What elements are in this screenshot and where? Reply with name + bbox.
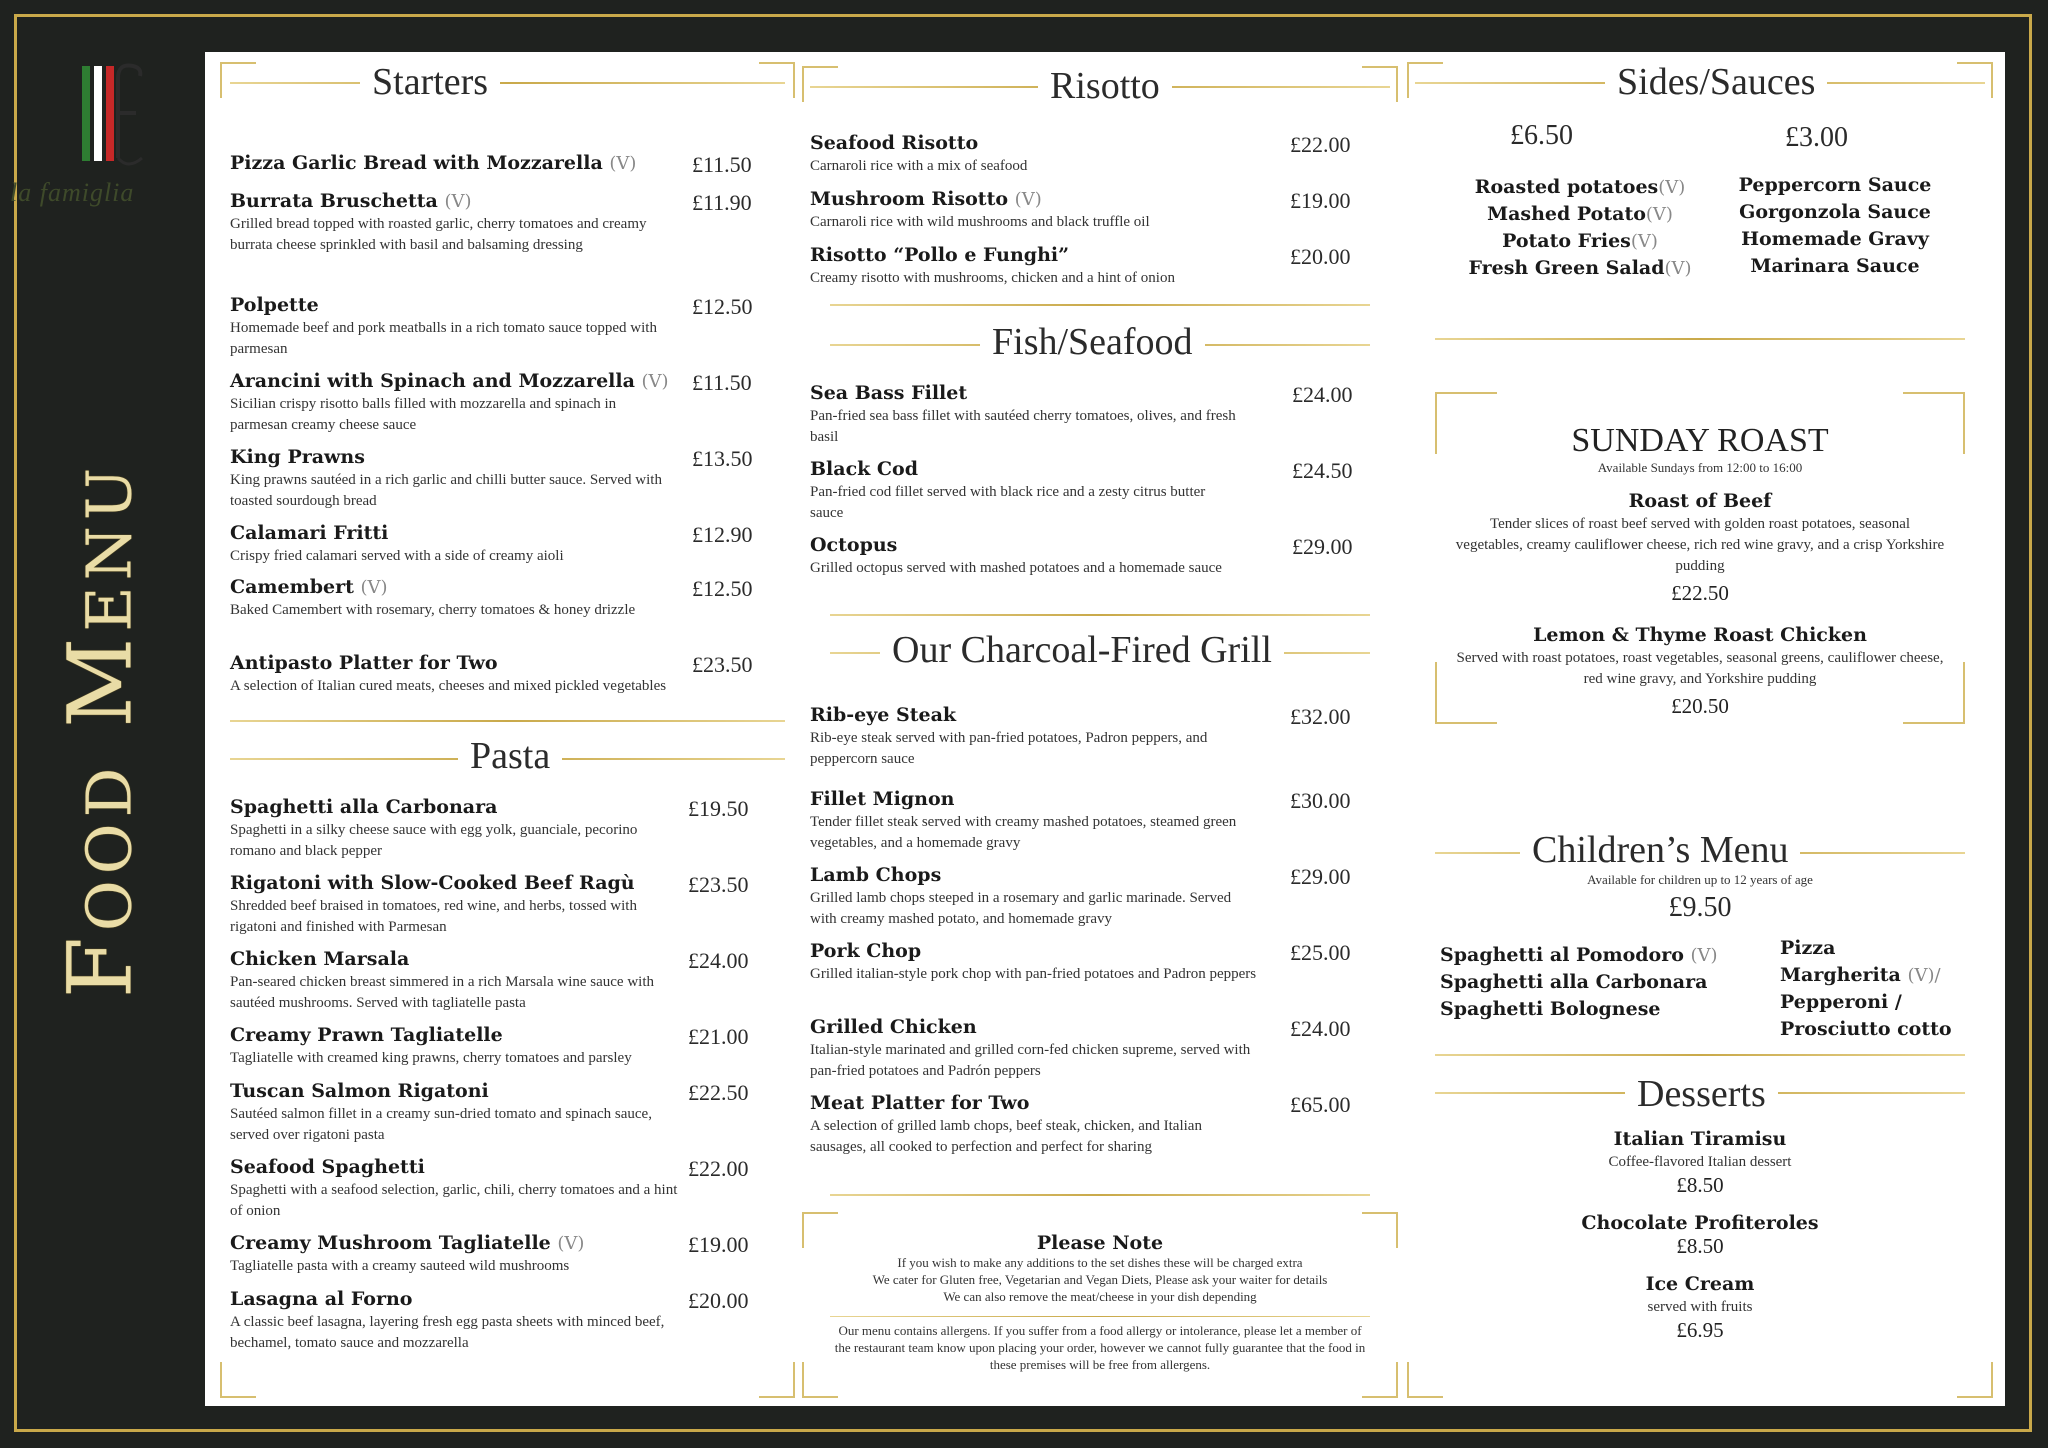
menu-item-desc: Pan-seared chicken breast simmered in a rich Marsala wine sauce with sautéed mushrooms. Served with tagliatelle pasta [230, 974, 654, 1011]
menu-item-price: £12.50 [692, 576, 753, 601]
menu-item-price: £22.00 [1290, 132, 1351, 157]
menu-item-name-text: Pizza Garlic Bread with Mozzarella [230, 152, 603, 174]
section-title-fish: Fish/Seafood [980, 320, 1205, 364]
divider [1435, 1054, 1965, 1056]
menu-item-price: £29.00 [1290, 864, 1351, 889]
menu-item-name [230, 522, 670, 544]
please-note [830, 1232, 1370, 1305]
sunday-roast-title: SUNDAY ROAST [1571, 422, 1829, 459]
menu-item-desc: Baked Camembert with rosemary, cherry tomatoes & honey drizzle [230, 602, 636, 618]
menu-item-desc: Tagliatelle pasta with a creamy sauteed wild mushrooms [230, 1258, 570, 1274]
sunday-roast-subtitle: Available Sundays from 12:00 to 16:00 [1597, 460, 1803, 475]
section-title-desserts: Desserts [1625, 1072, 1778, 1116]
menu-item-price: £22.00 [688, 1156, 749, 1181]
children-pizza-item [1780, 962, 1980, 989]
menu-item-price: £11.50 [692, 152, 752, 177]
menu-item [810, 1016, 1260, 1082]
menu-item-price: £32.00 [1290, 704, 1351, 729]
menu-item-name [230, 446, 670, 468]
menu-item-price: £23.50 [688, 872, 749, 897]
menu-item-price: £24.50 [1292, 458, 1353, 483]
menu-item-desc: Grilled bread topped with roasted garlic, cherry tomatoes and creamy burrata cheese sprinkled with basil and balsaming dressing [230, 216, 647, 253]
menu-item [230, 796, 685, 862]
menu-item-price: £19.00 [688, 1232, 749, 1257]
menu-item-desc: Spaghetti with a seafood selection, garlic, chili, cherry tomatoes and a hint of onion [230, 1182, 678, 1219]
divider [830, 304, 1370, 306]
section-title-risotto: Risotto [1038, 64, 1172, 108]
menu-item-desc: A selection of grilled lamb chops, beef steak, chicken, and Italian sausages, all cooked to perfection and perfect for sharing [810, 1118, 1202, 1155]
menu-item-name-text: Antipasto Platter for Two [230, 652, 498, 674]
menu-item [230, 446, 670, 512]
children-item-name: Spaghetti alla Carbonara [1440, 971, 1708, 993]
menu-item [810, 132, 1270, 177]
menu-item-desc: Grilled octopus served with mashed potatoes and a homemade sauce [810, 560, 1222, 576]
dessert-name: Ice Cream [1645, 1273, 1755, 1295]
menu-item-name [230, 1156, 685, 1178]
sauces-list [1735, 172, 1935, 280]
menu-item-desc: Pan-fried sea bass fillet with sautéed cherry tomatoes, olives, and fresh basil [810, 408, 1236, 445]
dessert-name: Chocolate Profiteroles [1581, 1212, 1819, 1234]
menu-item [230, 1288, 685, 1354]
menu-item-name [810, 864, 1260, 886]
menu-item [810, 1092, 1260, 1158]
side-item [1455, 228, 1705, 255]
menu-item-desc: Tagliatelle with creamed king prawns, cherry tomatoes and parsley [230, 1050, 632, 1066]
menu-item-price: £65.00 [1290, 1092, 1351, 1117]
children-pasta-list [1440, 942, 1730, 1023]
children-pizza-text: Margherita [1780, 964, 1901, 986]
menu-item-price: £20.00 [688, 1288, 749, 1313]
menu-item-name-text: Chicken Marsala [230, 948, 410, 970]
menu-item-price: £24.00 [1290, 1016, 1351, 1041]
sunday-item-price: £20.50 [1671, 694, 1729, 718]
menu-item-name [230, 1288, 685, 1310]
menu-item-name-text: Rigatoni with Slow-Cooked Beef Ragù [230, 872, 635, 894]
ornament-corner [1957, 62, 1993, 98]
menu-item-name [810, 458, 1240, 480]
ornament-corner [1407, 1362, 1443, 1398]
menu-item [230, 152, 670, 174]
menu-item-price: £25.00 [1290, 940, 1351, 965]
vegetarian-badge: (V) [641, 371, 669, 392]
menu-item-name [230, 294, 670, 316]
menu-item-desc: Crispy fried calamari served with a side of creamy aioli [230, 548, 564, 564]
ornament-corner [759, 1362, 795, 1398]
ornament-corner [802, 66, 838, 102]
menu-item-price: £24.00 [1292, 382, 1353, 407]
dessert-price: £6.95 [1676, 1318, 1724, 1342]
children-pizza-text: Pepperoni / [1780, 991, 1902, 1013]
section-title-starters: Starters [360, 60, 500, 104]
la-famiglia-logo-icon [78, 58, 148, 178]
sauce-item: Peppercorn Sauce [1738, 174, 1932, 196]
menu-item-name-text: Creamy Mushroom Tagliatelle [230, 1232, 551, 1254]
menu-item-price: £19.00 [1290, 188, 1351, 213]
menu-item [810, 864, 1260, 930]
menu-item-name-text: Creamy Prawn Tagliatelle [230, 1024, 503, 1046]
vegetarian-badge: (V) [1658, 177, 1686, 198]
section-title-pasta: Pasta [458, 734, 562, 778]
side-item-name: Mashed Potato [1487, 203, 1646, 225]
side-item-name: Roasted potatoes [1474, 176, 1659, 198]
sunday-item-name: Lemon & Thyme Roast Chicken [1533, 624, 1867, 646]
menu-item-desc: Grilled lamb chops steeped in a rosemary and garlic marinade. Served with creamy mashed potato, and homemade gravy [810, 890, 1232, 927]
section-title-children: Children’s Menu [1520, 828, 1800, 872]
menu-item-desc: Tender fillet steak served with creamy mashed potatoes, steamed green vegetables, and a homemade gravy [810, 814, 1237, 851]
divider [830, 1316, 1370, 1317]
menu-item-price: £24.00 [688, 948, 749, 973]
menu-item-name [230, 948, 685, 970]
note-line: We cater for Gluten free, Vegetarian and Vegan Diets, Please ask your waiter for details [872, 1272, 1328, 1287]
menu-item [230, 1024, 685, 1069]
menu-item [230, 522, 670, 567]
children-pizza-item [1780, 935, 1980, 962]
menu-item [810, 940, 1260, 985]
ornament-corner [220, 1362, 256, 1398]
ornament-corner [1362, 66, 1398, 102]
dessert-desc: served with fruits [1647, 1299, 1753, 1315]
menu-item-name-text: King Prawns [230, 446, 365, 468]
menu-item-name [230, 370, 670, 392]
menu-item-price: £23.50 [692, 652, 753, 677]
side-item [1455, 174, 1705, 201]
menu-item [810, 188, 1270, 233]
vegetarian-badge: (V) [360, 577, 388, 598]
menu-item-name-text: Meat Platter for Two [810, 1092, 1030, 1114]
menu-item-desc: Grilled italian-style pork chop with pan-fried potatoes and Padron peppers [810, 966, 1257, 982]
sides-list [1455, 174, 1705, 282]
menu-item-name [230, 576, 670, 598]
side-item-name: Potato Fries [1502, 230, 1631, 252]
menu-item-name [230, 1232, 685, 1254]
menu-item-price: £11.90 [692, 190, 752, 215]
divider [1435, 338, 1965, 340]
dessert-price: £8.50 [1676, 1234, 1724, 1258]
menu-item-desc: King prawns sautéed in a rich garlic and chilli butter sauce. Served with toasted sourdough bread [230, 472, 662, 509]
menu-item-name [810, 704, 1260, 726]
side-item [1455, 201, 1705, 228]
menu-item-price: £12.50 [692, 294, 753, 319]
menu-item-desc: Pan-fried cod fillet served with black rice and a zesty citrus butter sauce [810, 484, 1206, 521]
menu-item [230, 1156, 685, 1222]
sunday-roast [1435, 422, 1965, 719]
vegetarian-badge: (V) [1630, 231, 1658, 252]
children-pizza-item [1780, 1016, 1980, 1043]
menu-item-name-text: Tuscan Salmon Rigatoni [230, 1080, 489, 1102]
menu-item-name-text: Polpette [230, 294, 319, 316]
side-item [1455, 255, 1705, 282]
desserts-list [1435, 1128, 1965, 1343]
menu-item-name [810, 132, 1270, 154]
sunday-item-desc: Served with roast potatoes, roast vegetables, seasonal greens, cauliflower cheese, red wine gravy, and Yorkshire pudding [1456, 650, 1944, 687]
children-item-name: Spaghetti Bolognese [1440, 998, 1661, 1020]
menu-paper [205, 52, 2005, 1406]
menu-item-name-text: Lasagna al Forno [230, 1288, 413, 1310]
section-title-grill: Our Charcoal-Fired Grill [880, 628, 1284, 672]
menu-item-name [810, 382, 1240, 404]
sunday-item-name: Roast of Beef [1628, 490, 1772, 512]
menu-item-name [810, 1092, 1260, 1114]
children-item-name: Spaghetti al Pomodoro [1440, 944, 1684, 966]
menu-item [230, 294, 670, 360]
menu-item-name-text: Burrata Bruschetta [230, 190, 438, 212]
menu-item-price: £29.00 [1292, 534, 1353, 559]
vegetarian-badge: (V) [1645, 204, 1673, 225]
menu-item-name-text: Mushroom Risotto [810, 188, 1009, 210]
menu-item-name [230, 1080, 685, 1102]
vegetarian-badge: (V) [609, 153, 637, 174]
children-pizza-text: Prosciutto cotto [1780, 1018, 1952, 1040]
menu-item [810, 704, 1260, 770]
menu-item-name-text: Sea Bass Fillet [810, 382, 968, 404]
ornament-corner [220, 62, 256, 98]
children-pizza-list [1780, 935, 1980, 1043]
menu-item [810, 244, 1270, 289]
menu-item-desc: A classic beef lasagna, layering fresh egg pasta sheets with minced beef, bechamel, tomato sauce and mozzarella [230, 1314, 665, 1351]
menu-item [810, 458, 1240, 524]
menu-item-name-text: Seafood Spaghetti [230, 1156, 425, 1178]
menu-item-name [230, 872, 685, 894]
children-pizza-text: Pizza [1780, 937, 1836, 959]
menu-item-price: £11.50 [692, 370, 752, 395]
menu-item [810, 382, 1240, 448]
divider [230, 82, 785, 84]
menu-item-desc: Sicilian crispy risotto balls filled with mozzarella and spinach in parmesan creamy cheese sauce [230, 396, 617, 433]
menu-item [810, 534, 1240, 579]
vegetarian-badge: (V) [1690, 945, 1718, 966]
menu-item-name-text: Black Cod [810, 458, 919, 480]
menu-item-name [810, 188, 1270, 210]
vegetarian-badge: (V)/ [1907, 965, 1941, 986]
menu-item-desc: Homemade beef and pork meatballs in a rich tomato sauce topped with parmesan [230, 320, 657, 357]
menu-item-name [230, 652, 670, 674]
children-price: £9.50 [1668, 892, 1732, 923]
menu-item-price: £30.00 [1290, 788, 1351, 813]
menu-item-name-text: Grilled Chicken [810, 1016, 977, 1038]
menu-item-name-text: Lamb Chops [810, 864, 942, 886]
menu-item-price: £20.00 [1290, 244, 1351, 269]
menu-item-name-text: Fillet Mignon [810, 788, 955, 810]
children-item [1440, 969, 1730, 996]
menu-item-desc: Creamy risotto with mushrooms, chicken and a hint of onion [810, 270, 1175, 286]
children-pizza-item [1780, 989, 1980, 1016]
menu-item-name-text: Octopus [810, 534, 898, 556]
ornament-corner [1957, 1362, 1993, 1398]
sauces-price: £3.00 [1785, 122, 1848, 153]
menu-item-name [230, 190, 670, 212]
menu-item-name [810, 534, 1240, 556]
menu-item [230, 190, 670, 256]
menu-item [810, 788, 1260, 854]
menu-item [230, 652, 670, 697]
menu-item [230, 1232, 685, 1277]
menu-item-desc: A selection of Italian cured meats, cheeses and mixed pickled vegetables [230, 678, 667, 694]
menu-item-name [810, 244, 1270, 266]
children-item [1440, 996, 1730, 1023]
sides-price: £6.50 [1510, 120, 1573, 151]
menu-item-name-text: Risotto “Pollo e Funghi” [810, 244, 1070, 266]
divider [830, 1194, 1370, 1196]
divider [830, 614, 1370, 616]
menu-item [230, 948, 685, 1014]
menu-item-name-text: Seafood Risotto [810, 132, 979, 154]
note-line: If you wish to make any additions to the set dishes these will be charged extra [897, 1255, 1303, 1270]
food-menu-title: Food Menu [48, 461, 152, 999]
menu-item-desc: Carnaroli rice with a mix of seafood [810, 158, 1028, 174]
menu-item-name-text: Camembert [230, 576, 354, 598]
ornament-corner [1407, 62, 1443, 98]
menu-item-name [230, 152, 670, 174]
menu-item-desc: Sautéed salmon fillet in a creamy sun-dried tomato and spinach sauce, served over rigatoni pasta [230, 1106, 652, 1143]
menu-item [230, 872, 685, 938]
children-item [1440, 942, 1730, 969]
menu-item-price: £12.90 [692, 522, 753, 547]
menu-item-name [810, 940, 1260, 962]
please-note-title: Please Note [1036, 1232, 1164, 1254]
menu-item-desc: Italian-style marinated and grilled corn-fed chicken supreme, served with pan-fried potatoes and Padrón peppers [810, 1042, 1251, 1079]
allergy-note: Our menu contains allergens. If you suffer from a food allergy or intolerance, please let a member of the restaurant team know upon placing your order, however we cannot fully guarantee that the food in these premises will be free from allergens. [834, 1323, 1366, 1372]
vegetarian-badge: (V) [1014, 189, 1042, 210]
menu-item-desc: Carnaroli rice with wild mushrooms and black truffle oil [810, 214, 1150, 230]
note-line: We can also remove the meat/cheese in your dish depending [943, 1289, 1257, 1304]
ornament-corner [759, 62, 795, 98]
side-item-name: Fresh Green Salad [1468, 257, 1665, 279]
dessert-price: £8.50 [1676, 1173, 1724, 1197]
menu-item-name-text: Pork Chop [810, 940, 922, 962]
menu-item-price: £19.50 [688, 796, 749, 821]
menu-item-price: £21.00 [688, 1024, 749, 1049]
menu-item-name [230, 1024, 685, 1046]
menu-item-price: £22.50 [688, 1080, 749, 1105]
menu-item-name-text: Spaghetti alla Carbonara [230, 796, 498, 818]
menu-item-name [230, 796, 685, 818]
menu-item-name-text: Arancini with Spinach and Mozzarella [230, 370, 635, 392]
menu-item-name-text: Calamari Fritti [230, 522, 389, 544]
dessert-desc: Coffee-flavored Italian dessert [1608, 1154, 1792, 1170]
menu-item [230, 1080, 685, 1146]
divider [230, 720, 785, 722]
menu-item [230, 576, 670, 621]
sauce-item: Marinara Sauce [1750, 255, 1920, 277]
menu-item [230, 370, 670, 436]
sunday-item-desc: Tender slices of roast beef served with golden roast potatoes, seasonal vegetables, creamy cauliflower cheese, rich red wine gravy, and a crisp Yorkshire pudding [1455, 516, 1945, 574]
section-title-sides: Sides/Sauces [1605, 60, 1827, 104]
vegetarian-badge: (V) [557, 1233, 585, 1254]
vegetarian-badge: (V) [1664, 258, 1692, 279]
menu-item-name-text: Rib-eye Steak [810, 704, 957, 726]
vegetarian-badge: (V) [444, 191, 472, 212]
sauce-item: Homemade Gravy [1741, 228, 1929, 250]
menu-item-desc: Rib-eye steak served with pan-fried potatoes, Padron peppers, and peppercorn sauce [810, 730, 1208, 767]
sunday-item-price: £22.50 [1671, 581, 1729, 605]
menu-item-desc: Spaghetti in a silky cheese sauce with egg yolk, guanciale, pecorino romano and black pepper [230, 822, 638, 859]
menu-item-name [810, 1016, 1260, 1038]
dessert-name: Italian Tiramisu [1613, 1128, 1787, 1150]
menu-item-price: £13.50 [692, 446, 753, 471]
brand-name: la famiglia [10, 178, 135, 207]
menu-item-desc: Shredded beef braised in tomatoes, red wine, and herbs, tossed with rigatoni and finished with Parmesan [230, 898, 637, 935]
sauce-item: Gorgonzola Sauce [1739, 201, 1931, 223]
menu-item-name [810, 788, 1260, 810]
children-subtitle: Available for children up to 12 years of age [1587, 872, 1813, 887]
